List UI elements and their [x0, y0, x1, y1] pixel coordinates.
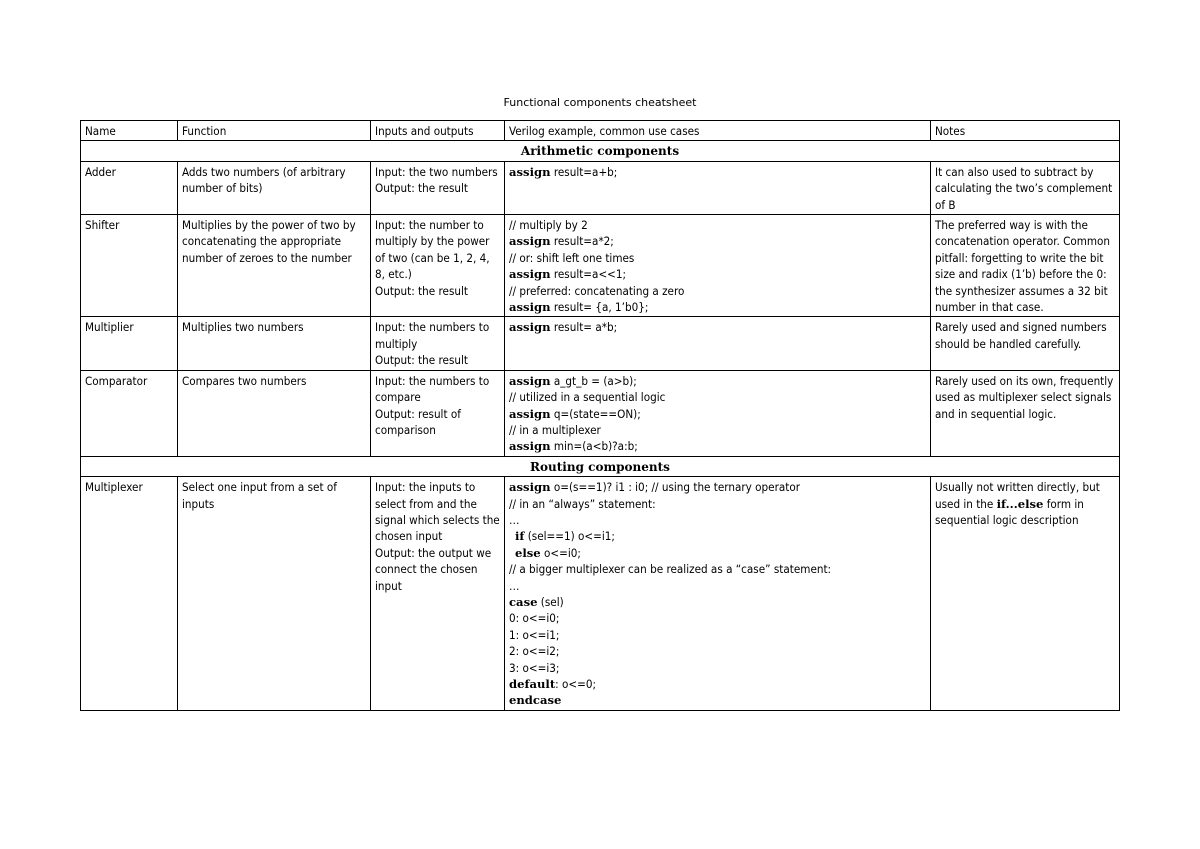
- cell-code: [505, 477, 931, 711]
- table-row-shifter: [81, 215, 1120, 317]
- code-line: [509, 561, 926, 577]
- code-keyword: assign: [509, 439, 551, 454]
- code-line: [509, 676, 926, 692]
- code-line: [509, 643, 926, 659]
- cheatsheet-table: [80, 120, 1120, 711]
- cell-io: [371, 477, 505, 711]
- code-text: 3: o<=i3;: [509, 660, 560, 675]
- io-output: Output: the result: [375, 283, 468, 298]
- cell-notes: The preferred way is with the concatenation operator. Common pitfall: forgetting to write the bit size and radix (1’b) before the 0: the synthesizer assumes a 32 bit number in that case.: [931, 215, 1120, 317]
- cell-name: Multiplexer: [81, 477, 178, 711]
- code-line: [509, 389, 926, 405]
- code-text: // a bigger multiplexer can be realized as a “case” statement:: [509, 562, 832, 577]
- cell-notes: [931, 477, 1120, 711]
- code-line: [509, 496, 926, 512]
- header-function: Function: [178, 121, 371, 141]
- code-line: [509, 250, 926, 266]
- io-input: Input: the numbers to multiply: [375, 320, 490, 351]
- code-text: // utilized in a sequential logic: [509, 390, 666, 405]
- cell-io: [371, 215, 505, 317]
- cell-code: [505, 215, 931, 317]
- code-line: [509, 406, 926, 422]
- cell-name: Comparator: [81, 370, 178, 456]
- code-keyword: assign: [509, 373, 551, 388]
- code-text: (sel==1) o<=i1;: [524, 529, 615, 544]
- code-keyword: assign: [509, 164, 551, 179]
- code-keyword: if: [515, 529, 525, 544]
- io-output: Output: the result: [375, 181, 468, 196]
- code-keyword: endcase: [509, 693, 562, 708]
- code-line: [509, 217, 926, 233]
- code-text: // or: shift left one times: [509, 250, 635, 265]
- cell-function: Multiplies by the power of two by concatenating the appropriate number of zeroes to the number: [178, 215, 371, 317]
- table-row-adder: [81, 161, 1120, 214]
- code-keyword: assign: [509, 406, 551, 421]
- io-input: Input: the number to multiply by the power of two (can be 1, 2, 4, 8, etc.): [375, 218, 490, 282]
- cell-code: [505, 161, 931, 214]
- cell-notes: Rarely used on its own, frequently used as multiplexer select signals and in sequential logic.: [931, 370, 1120, 456]
- code-text: q=(state==ON);: [550, 406, 641, 421]
- code-text: a_gt_b = (a>b);: [550, 373, 637, 388]
- header-verilog: Verilog example, common use cases: [505, 121, 931, 141]
- cell-io: [371, 317, 505, 370]
- cell-name: Multiplier: [81, 317, 178, 370]
- section-title-arithmetic: Arithmetic components: [81, 141, 1120, 161]
- code-line: [509, 422, 926, 438]
- header-name: Name: [81, 121, 178, 141]
- code-line: [509, 627, 926, 643]
- code-line: [509, 692, 926, 708]
- code-text: o<=i0;: [540, 545, 581, 560]
- io-output: Output: the result: [375, 353, 468, 368]
- code-text: …: [509, 578, 520, 593]
- cell-code: [505, 370, 931, 456]
- code-text: (sel): [537, 594, 564, 609]
- notes-keyword: if...else: [996, 496, 1044, 511]
- code-keyword: assign: [509, 320, 551, 335]
- cell-function: Select one input from a set of inputs: [178, 477, 371, 711]
- code-text: result= {a, 1’b0};: [550, 300, 649, 315]
- code-keyword: default: [509, 677, 556, 691]
- table-row-multiplier: [81, 317, 1120, 370]
- code-keyword: assign: [509, 480, 551, 495]
- code-keyword: assign: [509, 300, 551, 315]
- cell-code: [505, 317, 931, 370]
- cell-name: Adder: [81, 161, 178, 214]
- table-row-comparator: [81, 370, 1120, 456]
- code-text: 1: o<=i1;: [509, 627, 560, 642]
- code-line: [509, 512, 926, 528]
- code-text: : o<=0;: [555, 677, 597, 691]
- code-line: [509, 610, 926, 626]
- code-line: [509, 528, 926, 544]
- code-text: min=(a<b)?a:b;: [550, 439, 638, 454]
- code-line: [509, 266, 926, 282]
- code-line: [509, 545, 926, 561]
- code-text: 0: o<=i0;: [509, 611, 560, 626]
- code-keyword: assign: [509, 267, 551, 282]
- header-notes: Notes: [931, 121, 1120, 141]
- code-text: o=(s==1)? i1 : i0; // using the ternary operator: [550, 480, 800, 495]
- code-text: result=a+b;: [550, 164, 618, 179]
- code-text: // in an “always” statement:: [509, 496, 656, 511]
- table-row-multiplexer: [81, 477, 1120, 711]
- header-row: [81, 121, 1120, 141]
- code-line: [509, 438, 926, 454]
- code-line: [509, 479, 926, 495]
- code-line: [509, 319, 926, 335]
- cell-io: [371, 161, 505, 214]
- code-keyword: case: [509, 594, 538, 609]
- cell-notes: Rarely used and signed numbers should be handled carefully.: [931, 317, 1120, 370]
- code-keyword: else: [515, 545, 541, 560]
- code-text: result= a*b;: [550, 320, 618, 335]
- code-text: result=a<<1;: [550, 267, 627, 282]
- cell-function: Compares two numbers: [178, 370, 371, 456]
- section-row-routing: [81, 456, 1120, 476]
- io-input: Input: the inputs to select from and the signal which selects the chosen input: [375, 480, 500, 544]
- code-line: [509, 578, 926, 594]
- cell-function: Multiplies two numbers: [178, 317, 371, 370]
- notes-text-before: Usually not written directly, but used in the: [935, 480, 1100, 511]
- io-input: Input: the numbers to compare: [375, 373, 490, 405]
- io-input: Input: the two numbers: [375, 164, 498, 179]
- cell-function: Adds two numbers (of arbitrary number of bits): [178, 161, 371, 214]
- io-output: Output: result of comparison: [375, 406, 461, 437]
- cell-io: [371, 370, 505, 456]
- page-title: Functional components cheatsheet: [503, 96, 697, 109]
- header-inputs-outputs: Inputs and outputs: [371, 121, 505, 141]
- code-keyword: assign: [509, 234, 551, 249]
- notes-text-after: form in sequential logic description: [935, 496, 1084, 527]
- code-line: [509, 233, 926, 249]
- section-title-routing: Routing components: [81, 456, 1120, 476]
- io-output: Output: the output we connect the chosen input: [375, 545, 492, 593]
- code-line: [509, 373, 926, 389]
- cell-notes: It can also used to subtract by calculating the two’s complement of B: [931, 161, 1120, 214]
- code-line: [509, 594, 926, 610]
- code-text: // in a multiplexer: [509, 422, 601, 437]
- code-text: result=a*2;: [550, 234, 614, 249]
- code-text: …: [509, 512, 520, 527]
- code-line: [509, 164, 926, 180]
- cell-name: Shifter: [81, 215, 178, 317]
- code-text: 2: o<=i2;: [509, 644, 560, 659]
- section-row-arithmetic: [81, 141, 1120, 161]
- code-text: // preferred: concatenating a zero: [509, 283, 685, 298]
- code-line: [509, 299, 926, 315]
- code-line: [509, 283, 926, 299]
- code-line: [509, 660, 926, 676]
- code-text: // multiply by 2: [509, 218, 588, 233]
